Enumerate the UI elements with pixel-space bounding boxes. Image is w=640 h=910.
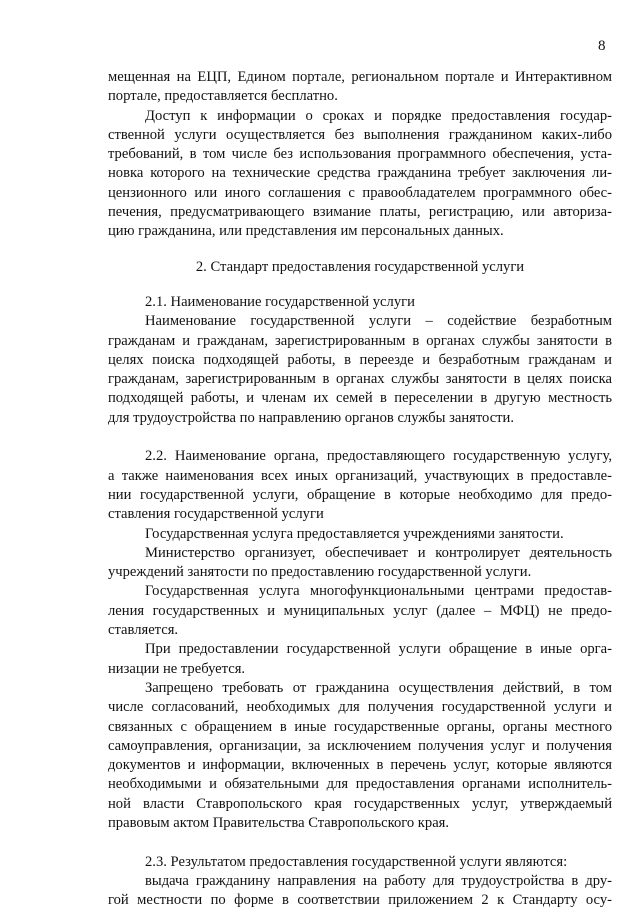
paragraph-2-2-d [108, 640, 612, 679]
paragraph-2-2-e [108, 679, 612, 833]
paragraph-2-1 [108, 312, 612, 428]
text-line: Доступ к информации о сроках и порядке предоставления государ- [145, 107, 612, 124]
text-line: гражданам, зарегистрированным в органах службы занятости в целях поиска [108, 371, 612, 388]
paragraph-2-2-a [108, 525, 612, 544]
text-line: Министерство организует, обеспечивает и контролирует деятельность [145, 544, 612, 561]
paragraph-2-3 [108, 872, 612, 910]
text-line: Государственная услуга многофункциональными центрами предостав- [145, 583, 612, 600]
text-line: цию гражданина, или представления им персональных данных. [108, 223, 504, 240]
text-line: ления государственных и муниципальных услуг (далее – МФЦ) не предо- [108, 602, 612, 619]
section-heading: 2. Стандарт предоставления государственной услуги [195, 258, 525, 275]
text-line: правовым актом Правительства Ставропольского края. [108, 814, 450, 831]
subsection-title: 2.3. Результатом предоставления государственной услуги являются: [145, 853, 568, 870]
text-line: ставляется. [108, 622, 179, 639]
text-line: низации не требуется. [108, 660, 246, 677]
text-line: ственной услуги осуществляется без выполнения гражданином каких-либо [108, 126, 612, 143]
paragraph-2-3-title [108, 853, 612, 872]
text-line: нии государственной услуги, обращение в которые необходимо для предо- [108, 486, 612, 503]
subsection-title: 2.2. Наименование органа, предоставляющего государственную услугу, [145, 448, 612, 465]
text-line: гой местности по форме в соответствии приложением 2 к Стандарту осу- [108, 892, 612, 909]
text-line: целях поиска подходящей работы, в переезде и безработным гражданам и [108, 351, 612, 368]
text-line: мещенная на ЕЦП, Едином портале, региональном портале и Интерактивном [108, 69, 612, 85]
text-line: ной власти Ставропольского края государственных услуг, утверждаемый [108, 795, 612, 812]
text-line: цензионного или иного соглашения с правообладателем программного обес- [108, 184, 612, 201]
text-line: ставления государственной услуги [108, 506, 324, 523]
paragraph-access [108, 107, 612, 242]
paragraph-2-2-b [108, 544, 612, 583]
paragraph-2-1-title [108, 293, 612, 312]
text-line: а также наименования всех иных организаций, участвующих в предоставле- [108, 467, 612, 484]
paragraph-2-2-title [108, 447, 612, 524]
text-line: выдача гражданину направления на работу для трудоустройства в дру- [145, 872, 612, 889]
text-line: числе согласований, необходимых для получения государственной услуги и [108, 699, 612, 716]
text-line: Запрещено требовать от гражданина осуществления действий, в том [145, 679, 612, 696]
text-line: При предоставлении государственной услуги обращение в иные орга- [145, 641, 612, 658]
page-number: 8 [598, 38, 606, 54]
text-line: для трудоустройства по направлению органов службы занятости. [108, 409, 515, 426]
text-line: связанных с обращением в иные государственные органы, органы местного [108, 718, 612, 735]
text-line: Наименование государственной услуги – содействие безработным [145, 313, 612, 330]
subsection-title: 2.1. Наименование государственной услуги [145, 293, 415, 310]
text-line: печения, предусматривающего взимание платы, регистрацию, или авториза- [108, 204, 612, 221]
text-line: портале, предоставляется бесплатно. [108, 88, 338, 105]
text-line: Государственная услуга предоставляется учреждениями занятости. [145, 525, 564, 542]
text-line: требований, в том числе без использования программного обеспечения, уста- [108, 146, 612, 163]
paragraph-intro [108, 68, 612, 107]
text-line: необходимыми и обязательными для предоставления органами исполнитель- [108, 776, 612, 793]
text-line: новка которого на технические средства гражданина требует заключения ли- [108, 165, 612, 182]
text-line: подходящей работы, и членам их семей в переселении в другую местность [108, 390, 612, 407]
text-line: самоуправления, организации, за исключением получения услуг и получения [108, 737, 612, 754]
text-line: гражданам и гражданам, зарегистрированным в органах службы занятости в [108, 332, 612, 349]
text-line: учреждений занятости по предоставлению государственной услуги. [108, 564, 532, 581]
paragraph-2-2-c [108, 582, 612, 640]
document-body [108, 68, 612, 910]
text-line: документов и информации, включенных в перечень услуг, которые являются [108, 757, 612, 774]
